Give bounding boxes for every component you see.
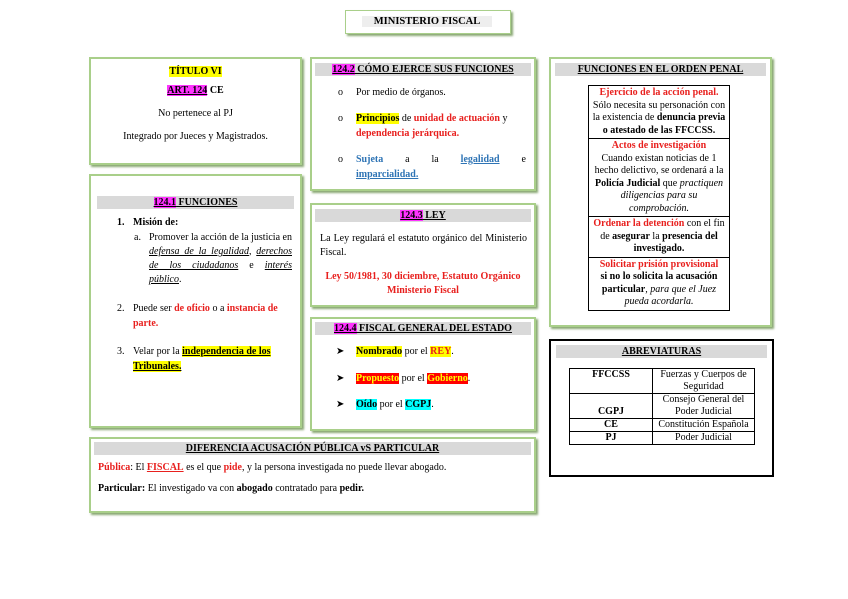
art-suffix: CE — [207, 85, 224, 96]
art-number: ART. 124 — [167, 85, 208, 96]
abreviatura-abbr: CGPJ — [570, 394, 653, 419]
abreviatura-full: Fuerzas y Cuerpos de Seguridad — [653, 369, 755, 394]
funciones-item3: 3. Velar por la independencia de los Tribunales. — [117, 346, 271, 372]
fge-row-nombrado: ➤ Nombrado por el REY. — [336, 346, 454, 357]
fge-row-oido: ➤ Oído por el CGPJ. — [336, 399, 434, 410]
ley-reference: Ley 50/1981, 30 diciembre, Estatuto Orgánico Ministerio Fiscal — [325, 271, 521, 296]
funciones-item2: 2. Puede ser de oficio o a instancia de parte. — [117, 303, 278, 329]
arrow-icon: ➤ — [336, 399, 345, 410]
orden-penal-header: FUNCIONES EN EL ORDEN PENAL — [555, 63, 766, 76]
orden-cell-prision: Solicitar prisión provisional si no lo solicita la acusación particular, para que el Juez pueda acordarla. — [599, 258, 719, 307]
fge-row-propuesto: ➤ Propuesto por el Gobierno. — [336, 373, 471, 384]
ejerce-bullet3: o Sujeta a la legalidad e imparcialidad. — [338, 154, 526, 180]
orden-cell-detencion: Ordenar la detención con el fin de asegurar la presencia del investigado. — [589, 217, 729, 258]
ejerce-bullet1: o Por medio de órganos. — [338, 87, 446, 98]
ejerce-header: 124.2 CÓMO EJERCE SUS FUNCIONES — [315, 63, 531, 76]
abreviatura-abbr: PJ — [570, 432, 653, 445]
abreviatura-abbr: CE — [570, 419, 653, 432]
funciones-header — [97, 196, 294, 209]
ejerce-bullet2: o Principios de unidad de actuación y dependencia jerárquica. — [338, 113, 508, 139]
funciones-item1: 1. Misión de: a. Promover la acción de la justicia en defensa de la legalidad, derechos de los ciudadanos e interés público. — [117, 217, 292, 285]
funciones-sub-a: a. Promover la acción de la justicia en defensa de la legalidad, derechos de los ciudadanos e interés público. — [134, 232, 292, 285]
abreviatura-row — [570, 432, 755, 445]
abreviatura-full: Consejo General del Poder Judicial — [653, 394, 755, 419]
abreviatura-row — [570, 394, 755, 419]
ley-text: La Ley regulará el estatuto orgánico del Ministerio Fiscal. — [320, 233, 527, 258]
acusacion-publica: Pública: El FISCAL es el que pide, y la persona investigada no puede llevar abogado. — [98, 462, 447, 473]
page-title-box — [345, 10, 511, 34]
orden-penal-box — [549, 57, 772, 327]
orden-cell-investigacion: Actos de investigación Cuando existan noticias de 1 hecho delictivo, se ordenará a la Policía Judicial que practiquen diligencias para su comprobación. — [589, 139, 729, 217]
orden-penal-table — [588, 85, 730, 311]
abreviaturas-header: ABREVIATURAS — [556, 345, 767, 358]
titulo-label: TÍTULO VI — [169, 66, 222, 77]
orden-cell-accion: Ejercicio de la acción penal. Sólo necesita su personación con la existencia de denuncia previa o atestado de las FFCCSS. — [589, 86, 729, 139]
abreviatura-row — [570, 369, 755, 394]
abreviaturas-table — [569, 368, 755, 445]
acusacion-header: DIFERENCIA ACUSACIÓN PÚBLICA vS PARTICULAR — [94, 442, 531, 455]
ley-box — [310, 203, 536, 307]
funciones-num: 124.1 — [153, 197, 177, 208]
funciones-label: FUNCIONES — [176, 197, 238, 208]
fge-header: 124.4 FISCAL GENERAL DEL ESTADO — [315, 322, 531, 335]
fge-box — [310, 317, 536, 431]
acusacion-particular: Particular: El investigado va con abogado contratado para pedir. — [98, 483, 364, 494]
abreviatura-full: Poder Judicial — [653, 432, 755, 445]
arrow-icon: ➤ — [336, 346, 345, 357]
abreviatura-full: Constitución Española — [653, 419, 755, 432]
ley-header: 124.3 LEY — [315, 209, 531, 222]
abreviatura-row — [570, 419, 755, 432]
page-title: MINISTERIO FISCAL — [362, 16, 492, 27]
arrow-icon: ➤ — [336, 373, 345, 384]
abreviaturas-box — [549, 339, 774, 477]
ejerce-box — [310, 57, 536, 191]
abreviatura-abbr: FFCCSS — [570, 369, 653, 394]
acusacion-box — [89, 437, 536, 513]
funciones-box — [89, 174, 302, 428]
titulo-box — [89, 57, 302, 165]
titulo-line2: Integrado por Jueces y Magistrados. — [123, 131, 268, 142]
titulo-line1: No pertenece al PJ — [158, 108, 233, 119]
